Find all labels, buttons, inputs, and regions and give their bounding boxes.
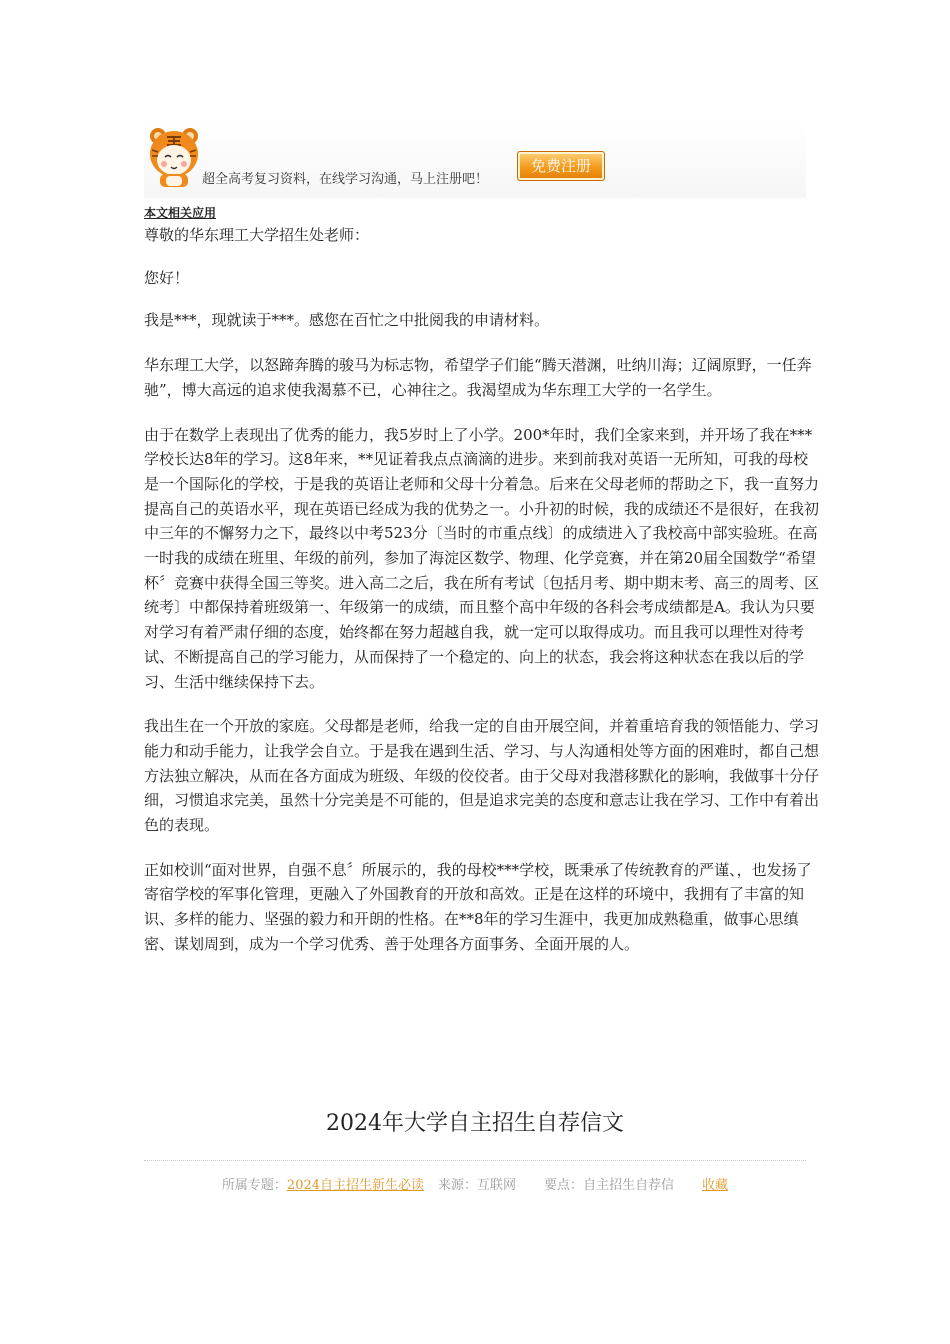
dotted-divider <box>144 1160 806 1161</box>
salutation: 尊敬的华东理工大学招生处老师： <box>144 226 370 244</box>
topic-link[interactable]: 2024自主招生新生必读 <box>286 1178 425 1193</box>
tiger-mascot-icon <box>146 124 202 188</box>
paragraph: 由于在数学上表现出了优秀的能力，我5岁时上了小学。200*年时，我们全家来到，并开场了我在***学校长达8年的学习。这8年来，**见证着我点点滴滴的进步。来到前我对英语一无所知，可我的母校是一个国际化的学校，于是我的英语让老师和父母十分着急。后来在父母老师的帮助之下，我一直努力提高自己的英语水平，现在英语已经成为我的优势之一。小升初的时候，我的成绩还不是很好，在我初中三年的不懈努力之下，最终以中考523分〔当时的市重点线〕的成绩进入了我校高中部实验班。在高一时我的成绩在班里、年级的前列，参加了海淀区数学、物理、化学竞赛，并在第20届全国数学“希望杯〞竞赛中获得全国三等奖。进入高二之后，我在所有考试〔包括月考、期中期末考、高三的周考、区统考〕中都保持着班级第一、年级第一的成绩，而且整个高中年级的各科会考成绩都是A。我认为只要对学习有着严肃仔细的态度，始终都在努力超越自我，就一定可以取得成功。而且我可以理性对待考试、不断提高自己的学习能力，从而保持了一个稳定的、向上的状态，我会将这种状态在我以后的学习、生活中继续保持下去。 <box>144 425 820 691</box>
source-value: 互联网 <box>477 1178 517 1193</box>
keywords-value: 自主招生自荐信 <box>583 1178 675 1193</box>
free-register-button[interactable]: 免费注册 <box>517 151 605 181</box>
topic-label: 所属专题： <box>221 1178 287 1193</box>
paragraph: 我出生在一个开放的家庭。父母都是老师，给我一定的自由开展空间，并着重培育我的领悟能力、学习能力和动手能力，让我学会自立。于是我在遇到生活、学习、与人沟通相处等方面的困难时，都自己想方法独立解决，从而在各方面成为班级、年级的佼佼者。由于父母对我潜移默化的影响，我做事十分仔细，习惯追求完美，虽然十分完美是不可能的，但是追求完美的态度和意志让我在学习、工作中有着出色的表现。 <box>144 717 820 835</box>
paragraph: 我是***，现就读于***。感您在百忙之中批阅我的申请材料。 <box>144 311 550 330</box>
register-banner <box>144 122 806 198</box>
article-title: 2024年大学自主招生自荐信文 <box>326 1111 624 1136</box>
favorite-link[interactable]: 收藏 <box>702 1178 729 1193</box>
related-apps-link[interactable]: 本文相关应用 <box>144 206 217 220</box>
greeting: 您好！ <box>144 268 190 287</box>
keywords-label: 要点： <box>544 1178 584 1193</box>
paragraph: 华东理工大学，以怒蹄奔腾的骏马为标志物，希望学子们能“腾天潜渊，吐纳川海；辽阔原野，一任奔驰”，博大高远的追求使我渴慕不已，心神往之。我渴望成为华东理工大学的一名学生。 <box>144 356 812 399</box>
letter-body <box>144 223 820 977</box>
paragraph: 正如校训“面对世界，自强不息〞所展示的，我的母校***学校，既秉承了传统教育的严谨、，也发扬了寄宿学校的军事化管理，更融入了外国教育的开放和高效。正是在这样的环境中，我拥有了丰富的知识、多样的能力、坚强的毅力和开朗的性格。在**8年的学习生涯中，我更加成熟稳重，做事心思缜密、谋划周到，成为一个学习优秀、善于处理各方面事务、全面开展的人。 <box>144 860 812 953</box>
source-label: 来源： <box>438 1178 478 1193</box>
banner-text: 超全高考复习资料，在线学习沟通，马上注册吧！ <box>202 172 489 187</box>
article-meta <box>0 1174 950 1193</box>
